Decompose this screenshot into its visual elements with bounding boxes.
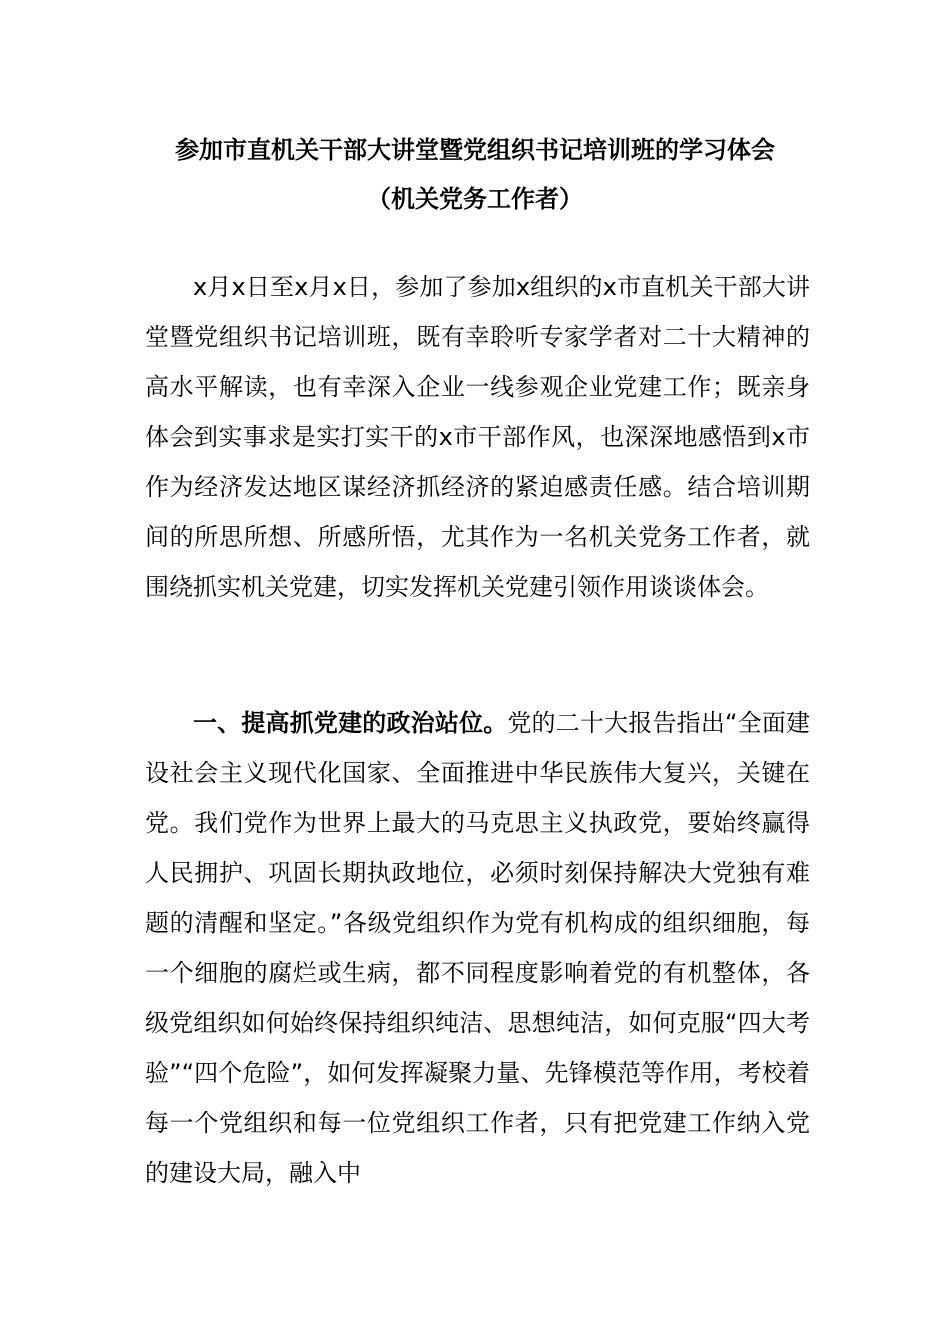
document-title: 参加市直机关干部大讲堂暨党组织书记培训班的学习体会: [175, 136, 775, 164]
intro-paragraph: [145, 262, 810, 612]
section-one-paragraph: [145, 698, 810, 1198]
section-one-heading: 一、提高抓党建的政治站位。: [193, 709, 508, 737]
intro-paragraph-text: x月x日至x月x日，参加了参加x组织的x市直机关干部大讲堂暨党组织书记培训班，既有幸聆听专家学者对二十大精神的高水平解读，也有幸深入企业一线参观企业党建工作；既亲身体会到实事求是实打实干的x市干部作风，也深深地感悟到x市作为经济发达地区谋经济抓经济的紧迫感责任感。结合培训期间的所思所想、所感所悟，尤其作为一名机关党务工作者，就围绕抓实机关党建，切实发挥机关党建引领作用谈谈体会。: [145, 273, 810, 601]
document-subtitle: （机关党务工作者）: [367, 185, 583, 213]
section-one-text: 党的二十大报告指出“全面建设社会主义现代化国家、全面推进中华民族伟大复兴，关键在党。我们党作为世界上最大的马克思主义执政党，要始终赢得人民拥护、巩固长期执政地位，必须时刻保持解决大党独有难题的清醒和坚定。”各级党组织作为党有机构成的组织细胞，每一个细胞的腐烂或生病，都不同程度影响着党的有机整体，各级党组织如何始终保持组织纯洁、思想纯洁，如何克服“四大考验”“四个危险”，如何发挥凝聚力量、先锋模范等作用，考校着每一个党组织和每一位党组织工作者，只有把党建工作纳入党的建设大局，融入中: [145, 709, 810, 1187]
